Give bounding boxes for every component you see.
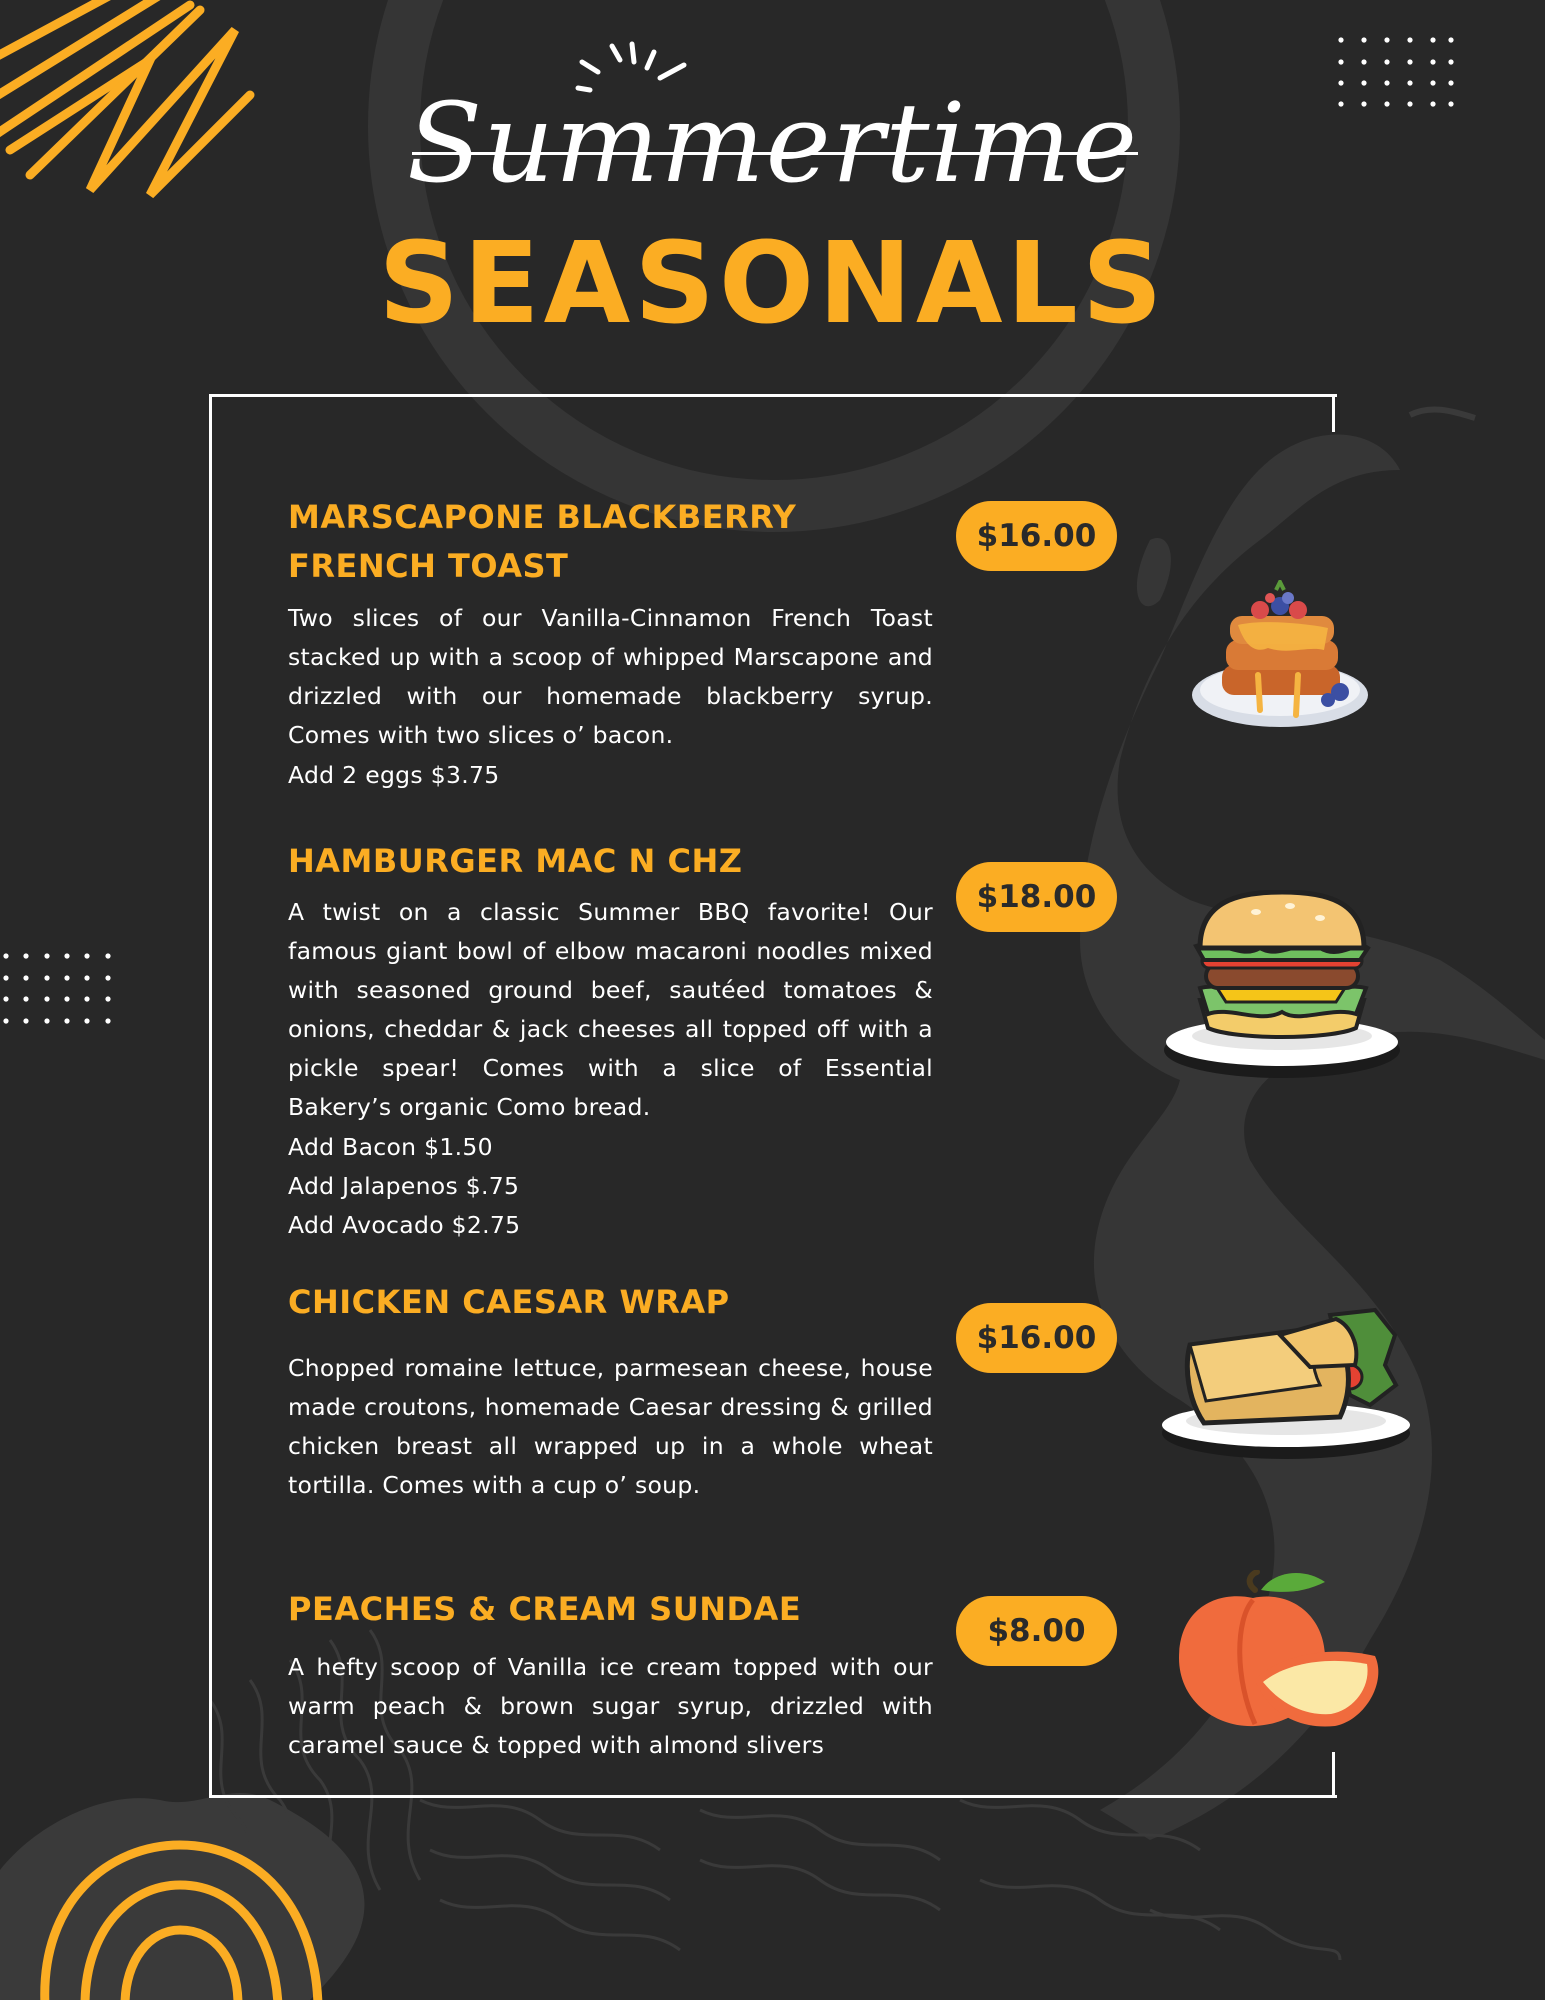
item-addon: Add Avocado $2.75 [288,1211,521,1239]
french-toast-icon [1188,580,1373,740]
item-addon: Add Bacon $1.50 [288,1133,493,1161]
script-title: Summertime [406,79,1139,207]
frame-right-top [1332,394,1335,432]
burger-icon [1160,890,1405,1090]
price-badge: $16.00 [956,1303,1117,1373]
price-badge: $8.00 [956,1596,1117,1666]
item-description: A hefty scoop of Vanilla ice cream topped with our warm peach & brown sugar syrup, drizzled with caramel sauce & topped with almond slivers [288,1653,933,1759]
item-description: A twist on a classic Summer BBQ favorite! Our famous giant bowl of elbow macaroni noodles mixed with seasoned ground beef, sautéed tomatoes & onions, cheddar & jack cheeses all topped off with a pickle spear! Comes with a slice of Essential Bakery’s organic Como bread. [288,898,933,1121]
item-title: MARSCAPONE BLACKBERRY FRENCH TOAST [288,498,797,585]
main-title: SEASONALS [378,219,1167,349]
item-title: CHICKEN CAESAR WRAP [288,1283,730,1321]
peach-icon [1175,1570,1390,1735]
item-description: Chopped romaine lettuce, parmesean cheese, house made croutons, homemade Caesar dressing & grilled chicken breast all wrapped up in a whole wheat tortilla. Comes with a cup o’ soup. [288,1354,933,1499]
item-addon: Add Jalapenos $.75 [288,1172,520,1200]
dot-grid-left-shape [3,953,110,1023]
item-addon: Add 2 eggs $3.75 [288,761,500,789]
item-title: HAMBURGER MAC N CHZ [288,842,743,880]
item-description: Two slices of our Vanilla-Cinnamon French Toast stacked up with a scoop of whipped Marscapone and drizzled with our homemade blackberry syrup. Comes with two slices o’ bacon. [288,604,933,749]
price-badge: $18.00 [956,862,1117,932]
wrap-icon [1160,1305,1415,1470]
item-title: PEACHES & CREAM SUNDAE [288,1590,802,1628]
frame-right-bottom [1332,1752,1335,1795]
price-badge: $16.00 [956,501,1117,571]
